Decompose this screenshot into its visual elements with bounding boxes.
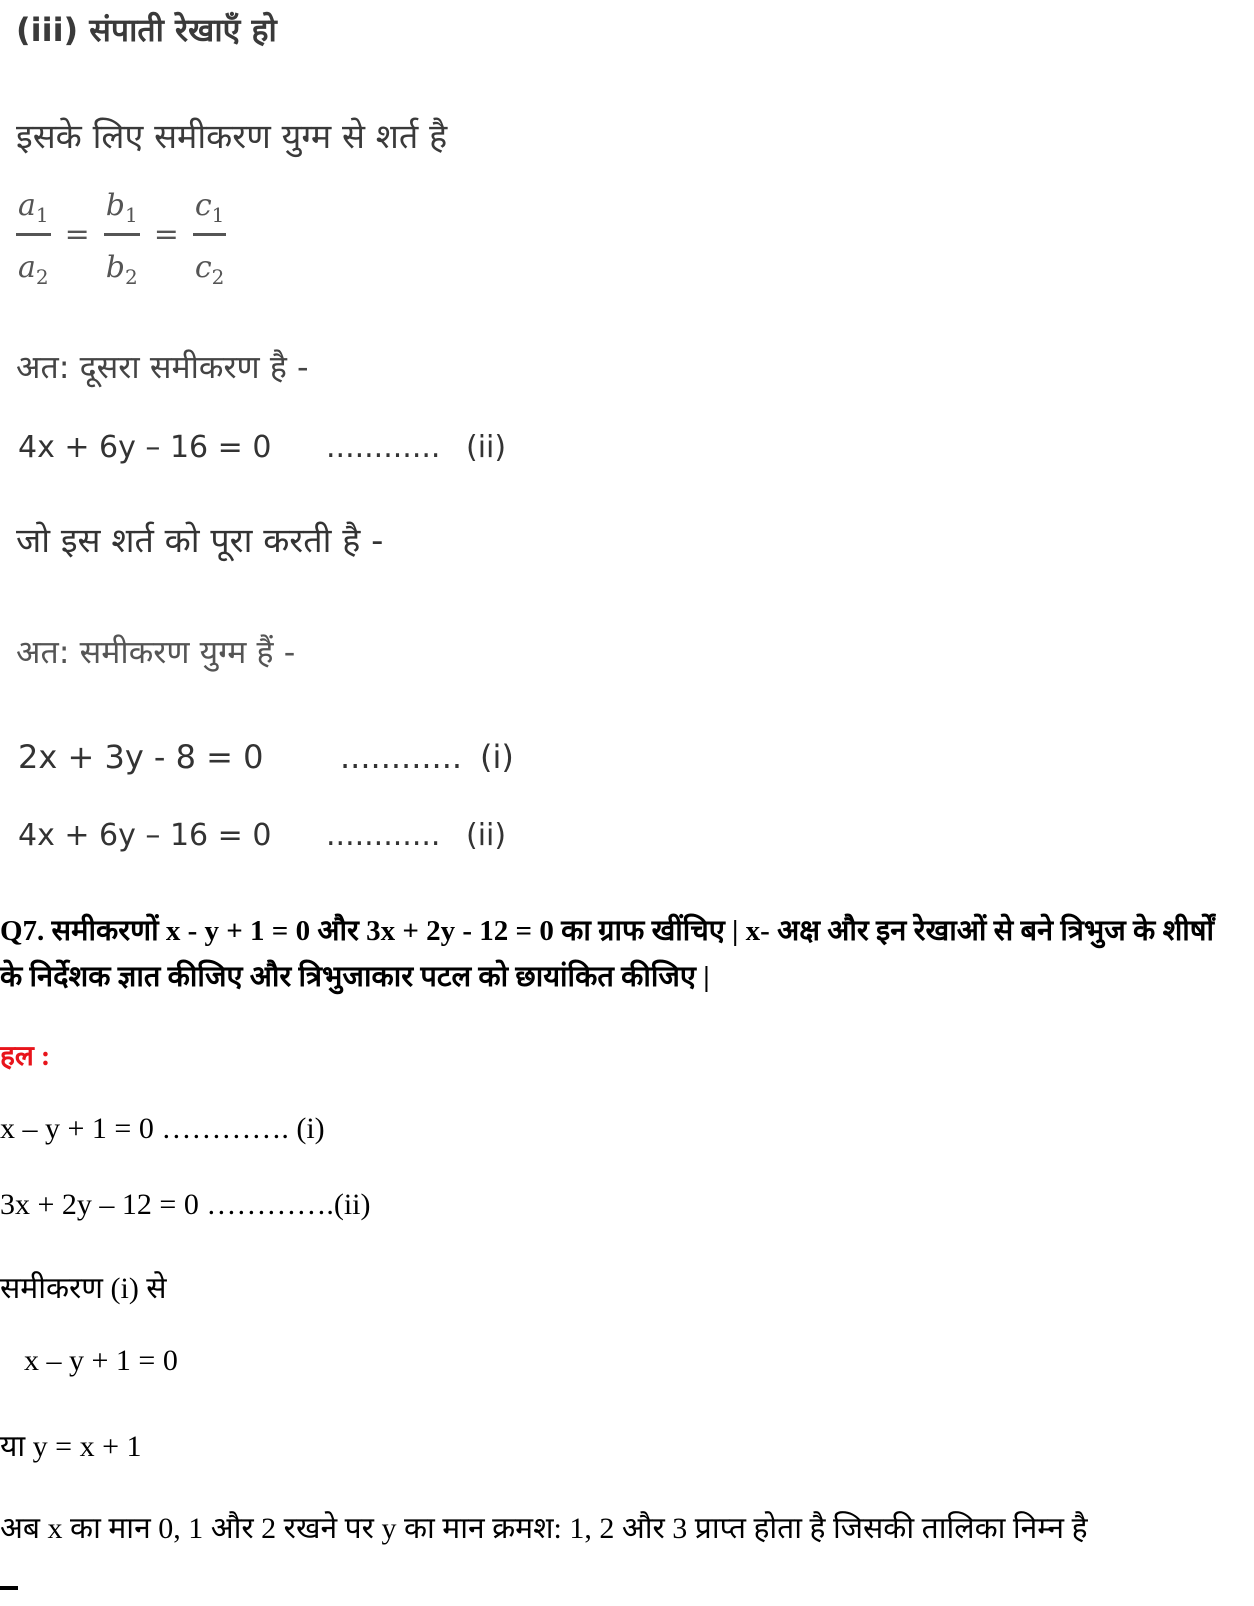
fraction-a: $\frac{a_1}{a_2}$ <box>18 188 49 289</box>
condition-intro-text: इसके लिए समीकरण युग्म से शर्त है <box>16 117 448 157</box>
equation-line <box>18 738 514 776</box>
solution-label: हल : <box>0 1041 51 1072</box>
equation-line <box>18 430 507 465</box>
fraction-c: $\frac{c_1}{c_2}$ <box>194 188 225 289</box>
equation-expression: 2x + 3y - 8 = 0 <box>18 738 264 776</box>
condition-satisfied-text: जो इस शर्त को पूरा करती है - <box>16 521 384 561</box>
solution-step: x – y + 1 = 0 <box>24 1344 178 1377</box>
equation-expression: 4x + 6y – 16 = 0 <box>18 430 272 465</box>
cut-off-text-fragment <box>0 1586 18 1590</box>
solution-step: या y = x + 1 <box>0 1430 142 1463</box>
fraction-equation <box>16 188 226 289</box>
section-heading: (iii) संपाती रेखाएँ हो <box>16 11 277 49</box>
solution-equation-2: 3x + 2y – 12 = 0 ………….(ii) <box>0 1188 371 1221</box>
equals-sign: = <box>153 217 179 252</box>
fraction-b: $\frac{b_1}{b_2}$ <box>105 188 138 289</box>
equals-sign: = <box>64 217 90 252</box>
equation-tag: (i) <box>480 738 514 776</box>
equation-pair-intro: अत: समीकरण युग्म हैं - <box>16 633 296 671</box>
equation-line <box>18 818 507 853</box>
question-q7: Q7. समीकरणों x - y + 1 = 0 और 3x + 2y - 12 = 0 का ग्राफ खींचिए | x- अक्ष और इन रेखाओं से बने त्रिभुज के शीर्षों के निर्देशक ज्ञात कीजिए और त्रिभुजाकार पटल को छायांकित कीजिए | <box>0 915 1215 993</box>
equation-dots: ............ <box>326 818 441 853</box>
equation-dots: ............ <box>326 430 441 465</box>
table-intro-text: अब x का मान 0, 1 और 2 रखने पर y का मान क्रमश: 1, 2 और 3 प्राप्त होता है जिसकी तालिका निम्न है <box>0 1512 1088 1545</box>
equation-tag: (ii) <box>466 818 507 853</box>
second-equation-intro: अत: दूसरा समीकरण है - <box>16 348 309 386</box>
solution-equation-1: x – y + 1 = 0 …………. (i) <box>0 1112 325 1145</box>
equation-dots: ............ <box>340 738 463 776</box>
solution-from-equation: समीकरण (i) से <box>0 1272 167 1305</box>
equation-tag: (ii) <box>466 430 507 465</box>
equation-expression: 4x + 6y – 16 = 0 <box>18 818 272 853</box>
